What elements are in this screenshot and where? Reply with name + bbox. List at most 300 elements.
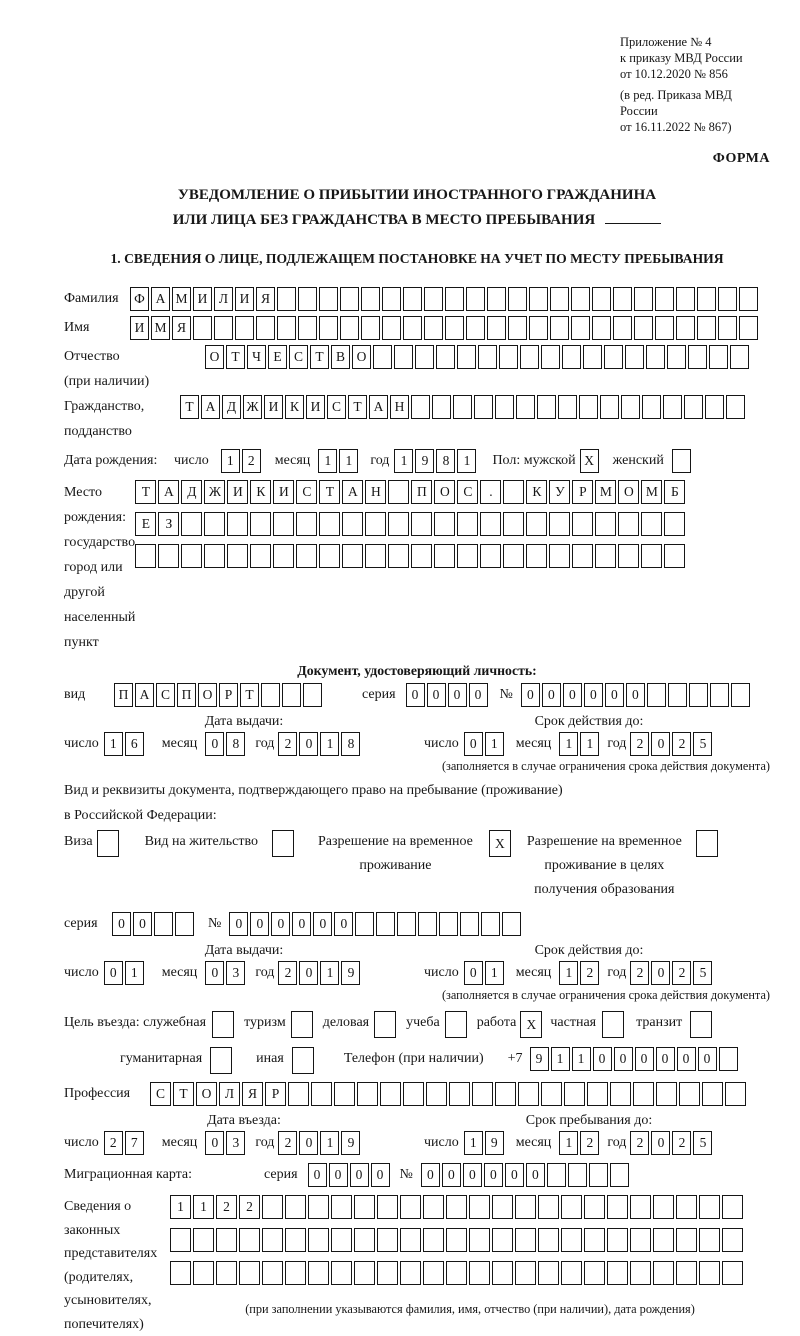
char-cell[interactable] <box>411 395 430 419</box>
char-cell[interactable] <box>689 683 708 707</box>
char-cell[interactable]: М <box>172 287 191 311</box>
char-cell[interactable] <box>561 1228 582 1252</box>
char-cell[interactable] <box>388 512 409 536</box>
char-cell[interactable] <box>308 1228 329 1252</box>
char-cell[interactable]: 1 <box>339 449 358 473</box>
char-cell[interactable] <box>469 1261 490 1285</box>
char-cell[interactable]: 3 <box>226 961 245 985</box>
char-cell[interactable] <box>214 316 233 340</box>
char-cell[interactable]: 0 <box>371 1163 390 1187</box>
char-cell[interactable]: 0 <box>299 732 318 756</box>
char-cell[interactable] <box>696 830 718 857</box>
char-cell[interactable]: В <box>331 345 350 369</box>
char-cell[interactable]: 0 <box>334 912 353 936</box>
char-cell[interactable] <box>285 1228 306 1252</box>
char-cell[interactable] <box>739 316 758 340</box>
char-cell[interactable] <box>373 345 392 369</box>
char-cell[interactable]: 1 <box>193 1195 214 1219</box>
char-cell[interactable] <box>630 1195 651 1219</box>
char-cell[interactable]: 1 <box>104 732 123 756</box>
char-cell[interactable]: М <box>151 316 170 340</box>
char-cell[interactable]: 0 <box>635 1047 654 1071</box>
char-cell[interactable] <box>365 544 386 568</box>
char-cell[interactable] <box>655 287 674 311</box>
char-cell[interactable]: С <box>296 480 317 504</box>
char-cell[interactable] <box>397 912 416 936</box>
char-cell[interactable] <box>216 1228 237 1252</box>
char-cell[interactable]: 0 <box>505 1163 524 1187</box>
char-cell[interactable] <box>331 1195 352 1219</box>
char-cell[interactable] <box>460 912 479 936</box>
char-cell[interactable] <box>311 1082 332 1106</box>
char-cell[interactable]: 1 <box>551 1047 570 1071</box>
char-cell[interactable] <box>181 544 202 568</box>
char-cell[interactable]: 0 <box>271 912 290 936</box>
char-cell[interactable]: 2 <box>630 1131 649 1155</box>
char-cell[interactable]: 2 <box>104 1131 123 1155</box>
char-cell[interactable]: 9 <box>341 961 360 985</box>
char-cell[interactable]: 1 <box>464 1131 483 1155</box>
char-cell[interactable] <box>331 1228 352 1252</box>
char-cell[interactable] <box>262 1261 283 1285</box>
title-blank-underline[interactable] <box>605 209 661 224</box>
char-cell[interactable] <box>273 512 294 536</box>
char-cell[interactable] <box>618 544 639 568</box>
char-cell[interactable] <box>432 395 451 419</box>
char-cell[interactable]: 0 <box>464 961 483 985</box>
char-cell[interactable] <box>158 544 179 568</box>
char-cell[interactable] <box>550 316 569 340</box>
char-cell[interactable] <box>584 1261 605 1285</box>
char-cell[interactable] <box>388 544 409 568</box>
char-cell[interactable] <box>446 1228 467 1252</box>
char-cell[interactable]: П <box>114 683 133 707</box>
char-cell[interactable]: 6 <box>125 732 144 756</box>
char-cell[interactable] <box>718 316 737 340</box>
char-cell[interactable] <box>653 1228 674 1252</box>
char-cell[interactable] <box>610 1082 631 1106</box>
char-cell[interactable] <box>518 1082 539 1106</box>
char-cell[interactable] <box>403 1082 424 1106</box>
char-cell[interactable] <box>170 1228 191 1252</box>
char-cell[interactable] <box>558 395 577 419</box>
char-cell[interactable] <box>400 1228 421 1252</box>
char-cell[interactable]: 0 <box>250 912 269 936</box>
char-cell[interactable] <box>641 512 662 536</box>
char-cell[interactable]: П <box>177 683 196 707</box>
char-cell[interactable]: 9 <box>530 1047 549 1071</box>
char-cell[interactable] <box>664 544 685 568</box>
char-cell[interactable] <box>193 1228 214 1252</box>
char-cell[interactable] <box>602 1011 624 1038</box>
char-cell[interactable] <box>261 683 280 707</box>
char-cell[interactable] <box>730 345 749 369</box>
char-cell[interactable] <box>354 1228 375 1252</box>
char-cell[interactable]: 0 <box>112 912 131 936</box>
char-cell[interactable] <box>262 1228 283 1252</box>
char-cell[interactable] <box>411 512 432 536</box>
char-cell[interactable]: Е <box>135 512 156 536</box>
char-cell[interactable]: К <box>285 395 304 419</box>
char-cell[interactable] <box>239 1261 260 1285</box>
char-cell[interactable] <box>478 345 497 369</box>
char-cell[interactable] <box>227 512 248 536</box>
char-cell[interactable] <box>365 512 386 536</box>
char-cell[interactable] <box>319 316 338 340</box>
char-cell[interactable]: Т <box>240 683 259 707</box>
char-cell[interactable]: 0 <box>463 1163 482 1187</box>
char-cell[interactable]: Т <box>135 480 156 504</box>
char-cell[interactable] <box>503 512 524 536</box>
char-cell[interactable] <box>394 345 413 369</box>
char-cell[interactable]: 0 <box>329 1163 348 1187</box>
char-cell[interactable] <box>426 1082 447 1106</box>
char-cell[interactable] <box>676 1195 697 1219</box>
char-cell[interactable] <box>277 287 296 311</box>
char-cell[interactable]: Т <box>319 480 340 504</box>
char-cell[interactable] <box>285 1195 306 1219</box>
char-cell[interactable]: 0 <box>406 683 425 707</box>
char-cell[interactable]: О <box>205 345 224 369</box>
char-cell[interactable] <box>319 512 340 536</box>
char-cell[interactable]: 8 <box>341 732 360 756</box>
char-cell[interactable] <box>298 316 317 340</box>
char-cell[interactable]: Б <box>664 480 685 504</box>
char-cell[interactable] <box>705 395 724 419</box>
char-cell[interactable] <box>572 512 593 536</box>
char-cell[interactable] <box>355 912 374 936</box>
char-cell[interactable] <box>204 544 225 568</box>
char-cell[interactable]: 0 <box>656 1047 675 1071</box>
char-cell[interactable]: К <box>526 480 547 504</box>
char-cell[interactable]: 2 <box>630 732 649 756</box>
char-cell[interactable] <box>699 1195 720 1219</box>
char-cell[interactable]: 0 <box>469 683 488 707</box>
char-cell[interactable]: Д <box>181 480 202 504</box>
char-cell[interactable]: 0 <box>299 1131 318 1155</box>
char-cell[interactable]: С <box>457 480 478 504</box>
char-cell[interactable]: 0 <box>521 683 540 707</box>
char-cell[interactable] <box>361 287 380 311</box>
char-cell[interactable] <box>722 1228 743 1252</box>
char-cell[interactable]: 8 <box>436 449 455 473</box>
char-cell[interactable] <box>595 544 616 568</box>
char-cell[interactable] <box>354 1261 375 1285</box>
char-cell[interactable]: У <box>549 480 570 504</box>
char-cell[interactable]: 5 <box>693 732 712 756</box>
char-cell[interactable]: 0 <box>308 1163 327 1187</box>
char-cell[interactable]: И <box>130 316 149 340</box>
char-cell[interactable]: 0 <box>698 1047 717 1071</box>
char-cell[interactable]: Н <box>365 480 386 504</box>
char-cell[interactable] <box>374 1011 396 1038</box>
char-cell[interactable]: 0 <box>584 683 603 707</box>
char-cell[interactable] <box>503 480 524 504</box>
char-cell[interactable]: 0 <box>614 1047 633 1071</box>
char-cell[interactable]: 2 <box>216 1195 237 1219</box>
char-cell[interactable]: 1 <box>485 732 504 756</box>
char-cell[interactable] <box>445 316 464 340</box>
char-cell[interactable] <box>446 1195 467 1219</box>
char-cell[interactable] <box>457 544 478 568</box>
char-cell[interactable] <box>469 1228 490 1252</box>
char-cell[interactable]: 0 <box>205 1131 224 1155</box>
char-cell[interactable] <box>487 287 506 311</box>
char-cell[interactable]: И <box>235 287 254 311</box>
char-cell[interactable] <box>722 1261 743 1285</box>
char-cell[interactable] <box>380 1082 401 1106</box>
char-cell[interactable]: 0 <box>205 961 224 985</box>
char-cell[interactable]: 0 <box>292 912 311 936</box>
char-cell[interactable]: А <box>135 683 154 707</box>
char-cell[interactable] <box>537 395 556 419</box>
char-cell[interactable] <box>503 544 524 568</box>
char-cell[interactable] <box>710 683 729 707</box>
char-cell[interactable] <box>508 287 527 311</box>
char-cell[interactable] <box>342 544 363 568</box>
char-cell[interactable] <box>388 480 409 504</box>
char-cell[interactable]: 2 <box>580 1131 599 1155</box>
char-cell[interactable]: 0 <box>526 1163 545 1187</box>
char-cell[interactable] <box>210 1047 232 1074</box>
char-cell[interactable] <box>492 1228 513 1252</box>
char-cell[interactable] <box>272 830 294 857</box>
char-cell[interactable]: 0 <box>442 1163 461 1187</box>
char-cell[interactable]: 0 <box>350 1163 369 1187</box>
char-cell[interactable]: Р <box>265 1082 286 1106</box>
char-cell[interactable] <box>239 1228 260 1252</box>
char-cell[interactable] <box>630 1228 651 1252</box>
char-cell[interactable] <box>446 1261 467 1285</box>
char-cell[interactable]: 1 <box>170 1195 191 1219</box>
char-cell[interactable] <box>634 287 653 311</box>
char-cell[interactable]: 2 <box>672 961 691 985</box>
char-cell[interactable] <box>424 316 443 340</box>
char-cell[interactable] <box>688 345 707 369</box>
char-cell[interactable]: И <box>227 480 248 504</box>
char-cell[interactable] <box>357 1082 378 1106</box>
char-cell[interactable] <box>154 912 173 936</box>
char-cell[interactable] <box>564 1082 585 1106</box>
char-cell[interactable] <box>621 395 640 419</box>
char-cell[interactable]: 0 <box>421 1163 440 1187</box>
char-cell[interactable] <box>613 287 632 311</box>
char-cell[interactable]: Д <box>222 395 241 419</box>
char-cell[interactable] <box>400 1195 421 1219</box>
char-cell[interactable] <box>697 287 716 311</box>
char-cell[interactable]: 8 <box>226 732 245 756</box>
char-cell[interactable] <box>273 544 294 568</box>
char-cell[interactable] <box>382 287 401 311</box>
char-cell[interactable] <box>679 1082 700 1106</box>
char-cell[interactable] <box>449 1082 470 1106</box>
char-cell[interactable]: 2 <box>630 961 649 985</box>
char-cell[interactable]: 0 <box>464 732 483 756</box>
char-cell[interactable] <box>439 912 458 936</box>
char-cell[interactable] <box>663 395 682 419</box>
char-cell[interactable]: 3 <box>226 1131 245 1155</box>
char-cell[interactable]: 0 <box>651 732 670 756</box>
char-cell[interactable] <box>547 1163 566 1187</box>
char-cell[interactable]: С <box>327 395 346 419</box>
char-cell[interactable] <box>538 1195 559 1219</box>
char-cell[interactable] <box>403 287 422 311</box>
char-cell[interactable]: Ж <box>243 395 262 419</box>
char-cell[interactable] <box>296 512 317 536</box>
char-cell[interactable]: 1 <box>580 732 599 756</box>
char-cell[interactable] <box>291 1011 313 1038</box>
char-cell[interactable] <box>655 316 674 340</box>
char-cell[interactable] <box>334 1082 355 1106</box>
char-cell[interactable]: 0 <box>484 1163 503 1187</box>
char-cell[interactable]: С <box>289 345 308 369</box>
char-cell[interactable]: Т <box>310 345 329 369</box>
char-cell[interactable] <box>618 512 639 536</box>
char-cell[interactable] <box>340 316 359 340</box>
char-cell[interactable] <box>250 544 271 568</box>
char-cell[interactable] <box>699 1228 720 1252</box>
char-cell[interactable]: 1 <box>320 1131 339 1155</box>
char-cell[interactable]: 1 <box>572 1047 591 1071</box>
char-cell[interactable]: П <box>411 480 432 504</box>
char-cell[interactable]: 0 <box>448 683 467 707</box>
char-cell[interactable] <box>568 1163 587 1187</box>
char-cell[interactable] <box>411 544 432 568</box>
char-cell[interactable] <box>423 1228 444 1252</box>
char-cell[interactable]: X <box>580 449 599 473</box>
char-cell[interactable]: 1 <box>318 449 337 473</box>
char-cell[interactable]: 9 <box>415 449 434 473</box>
char-cell[interactable]: И <box>264 395 283 419</box>
char-cell[interactable] <box>508 316 527 340</box>
char-cell[interactable] <box>646 345 665 369</box>
char-cell[interactable]: 0 <box>651 961 670 985</box>
char-cell[interactable] <box>434 512 455 536</box>
char-cell[interactable] <box>403 316 422 340</box>
char-cell[interactable] <box>684 395 703 419</box>
char-cell[interactable]: 0 <box>563 683 582 707</box>
char-cell[interactable] <box>193 1261 214 1285</box>
char-cell[interactable] <box>561 1261 582 1285</box>
char-cell[interactable] <box>607 1261 628 1285</box>
char-cell[interactable] <box>516 395 535 419</box>
char-cell[interactable]: А <box>201 395 220 419</box>
char-cell[interactable]: 1 <box>125 961 144 985</box>
char-cell[interactable] <box>541 345 560 369</box>
char-cell[interactable] <box>607 1228 628 1252</box>
char-cell[interactable]: X <box>520 1011 542 1038</box>
char-cell[interactable] <box>702 1082 723 1106</box>
char-cell[interactable] <box>298 287 317 311</box>
char-cell[interactable]: А <box>369 395 388 419</box>
char-cell[interactable] <box>515 1195 536 1219</box>
char-cell[interactable]: 1 <box>320 732 339 756</box>
char-cell[interactable]: 0 <box>229 912 248 936</box>
char-cell[interactable] <box>630 1261 651 1285</box>
char-cell[interactable] <box>481 912 500 936</box>
char-cell[interactable] <box>474 395 493 419</box>
char-cell[interactable] <box>625 345 644 369</box>
char-cell[interactable] <box>135 544 156 568</box>
char-cell[interactable] <box>589 1163 608 1187</box>
char-cell[interactable]: Ж <box>204 480 225 504</box>
char-cell[interactable]: 0 <box>677 1047 696 1071</box>
char-cell[interactable] <box>418 912 437 936</box>
char-cell[interactable]: Я <box>242 1082 263 1106</box>
char-cell[interactable] <box>277 316 296 340</box>
char-cell[interactable] <box>480 512 501 536</box>
char-cell[interactable]: 1 <box>559 732 578 756</box>
char-cell[interactable] <box>642 395 661 419</box>
char-cell[interactable] <box>499 345 518 369</box>
char-cell[interactable]: Ф <box>130 287 149 311</box>
char-cell[interactable]: 2 <box>672 732 691 756</box>
char-cell[interactable] <box>262 1195 283 1219</box>
char-cell[interactable]: Я <box>172 316 191 340</box>
char-cell[interactable] <box>699 1261 720 1285</box>
char-cell[interactable] <box>549 544 570 568</box>
char-cell[interactable] <box>361 316 380 340</box>
char-cell[interactable] <box>319 287 338 311</box>
char-cell[interactable]: 1 <box>221 449 240 473</box>
char-cell[interactable] <box>541 1082 562 1106</box>
char-cell[interactable]: Н <box>390 395 409 419</box>
char-cell[interactable] <box>719 1047 738 1071</box>
char-cell[interactable]: А <box>151 287 170 311</box>
char-cell[interactable] <box>216 1261 237 1285</box>
char-cell[interactable] <box>181 512 202 536</box>
char-cell[interactable] <box>656 1082 677 1106</box>
char-cell[interactable]: 0 <box>104 961 123 985</box>
char-cell[interactable] <box>583 345 602 369</box>
char-cell[interactable] <box>376 912 395 936</box>
char-cell[interactable]: Т <box>173 1082 194 1106</box>
char-cell[interactable]: И <box>193 287 212 311</box>
char-cell[interactable]: О <box>352 345 371 369</box>
char-cell[interactable] <box>676 287 695 311</box>
char-cell[interactable] <box>495 1082 516 1106</box>
char-cell[interactable] <box>664 512 685 536</box>
char-cell[interactable] <box>529 287 548 311</box>
char-cell[interactable]: 0 <box>626 683 645 707</box>
char-cell[interactable] <box>587 1082 608 1106</box>
char-cell[interactable]: Я <box>256 287 275 311</box>
char-cell[interactable]: X <box>489 830 511 857</box>
char-cell[interactable]: 0 <box>427 683 446 707</box>
char-cell[interactable] <box>285 1261 306 1285</box>
char-cell[interactable] <box>718 287 737 311</box>
char-cell[interactable]: Т <box>348 395 367 419</box>
char-cell[interactable] <box>529 316 548 340</box>
char-cell[interactable] <box>434 544 455 568</box>
char-cell[interactable]: И <box>273 480 294 504</box>
char-cell[interactable] <box>697 316 716 340</box>
char-cell[interactable] <box>584 1228 605 1252</box>
char-cell[interactable]: 1 <box>457 449 476 473</box>
char-cell[interactable]: 1 <box>485 961 504 985</box>
char-cell[interactable]: . <box>480 480 501 504</box>
char-cell[interactable] <box>502 912 521 936</box>
char-cell[interactable] <box>672 449 691 473</box>
char-cell[interactable] <box>377 1228 398 1252</box>
char-cell[interactable]: 0 <box>313 912 332 936</box>
char-cell[interactable] <box>667 345 686 369</box>
char-cell[interactable] <box>235 316 254 340</box>
char-cell[interactable] <box>515 1261 536 1285</box>
char-cell[interactable] <box>288 1082 309 1106</box>
char-cell[interactable] <box>193 316 212 340</box>
char-cell[interactable] <box>342 512 363 536</box>
